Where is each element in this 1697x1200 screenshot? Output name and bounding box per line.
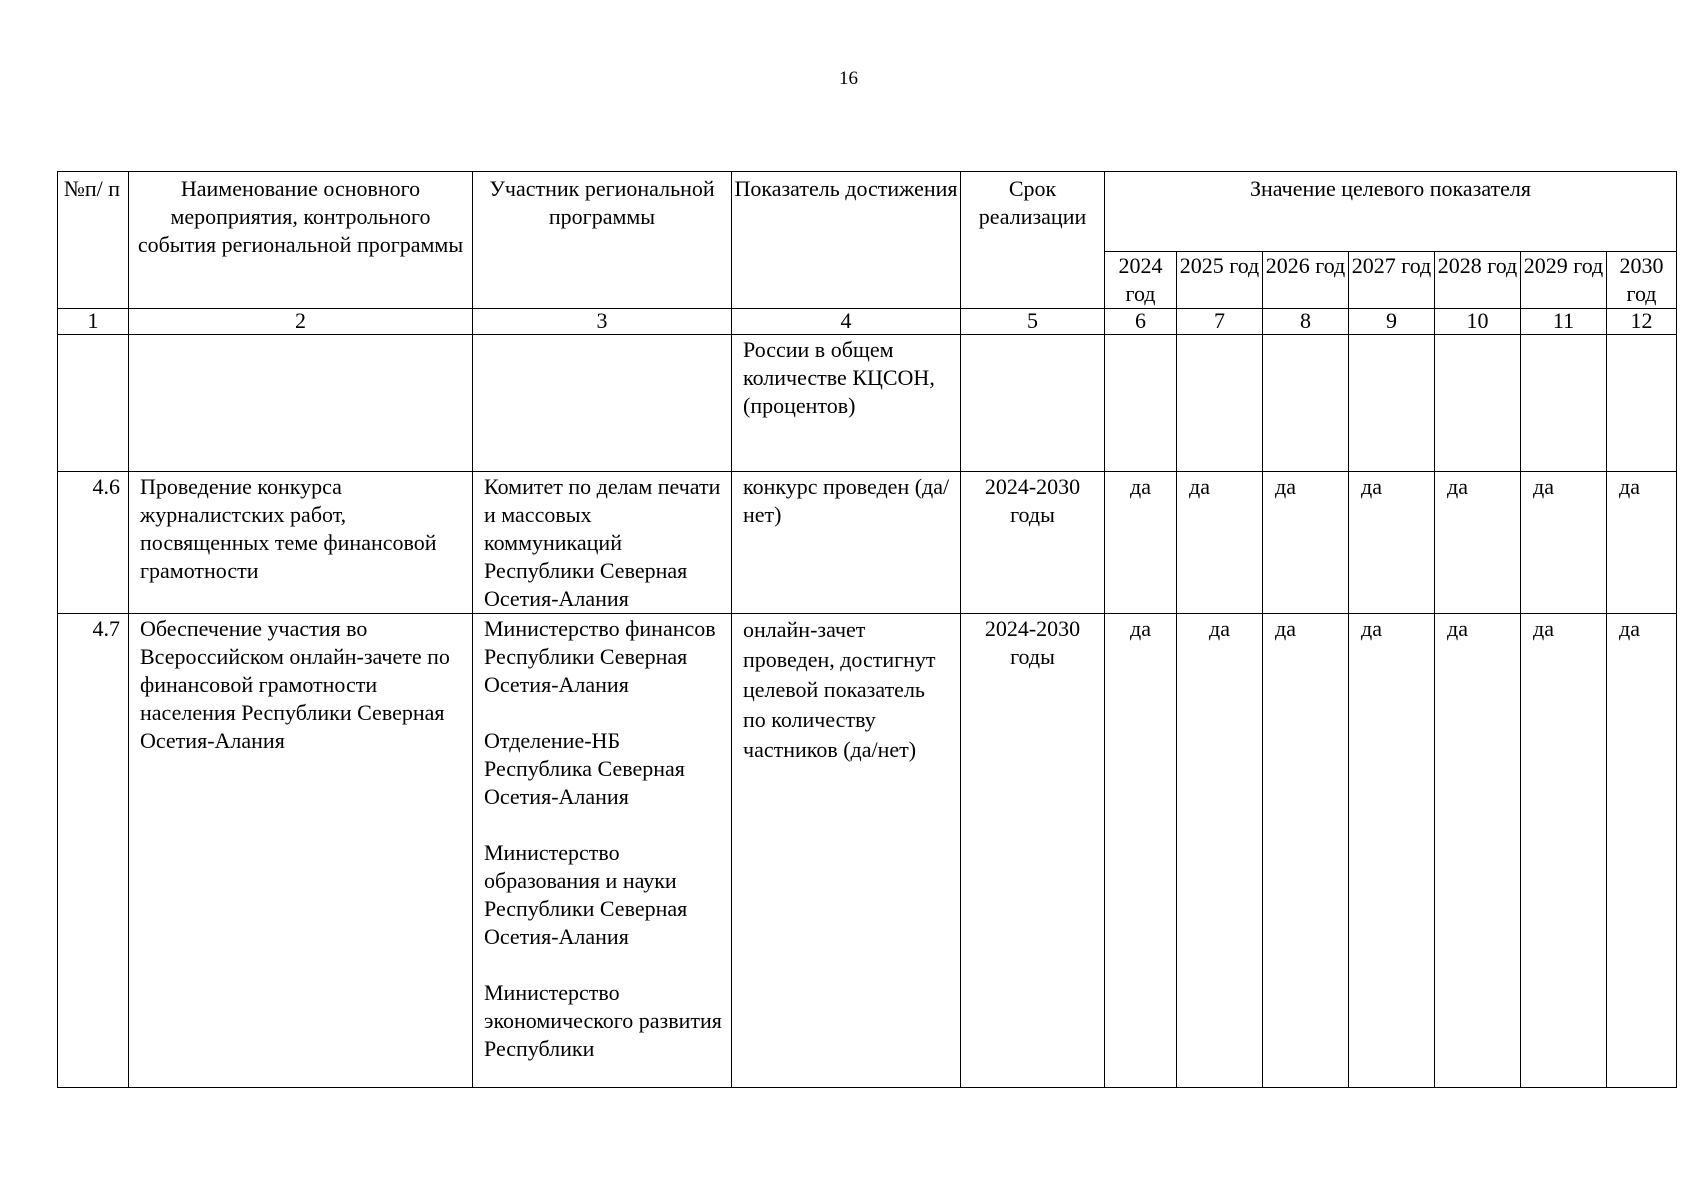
target-value: да (1263, 472, 1349, 614)
indicator: России в общем количестве КЦСОН, (процентов) (732, 335, 961, 472)
indicator: конкурс проведен (да/нет) (732, 472, 961, 614)
header-year: 2024 год (1105, 252, 1177, 309)
target-value (1349, 335, 1435, 472)
table-row (58, 614, 1677, 1088)
header-number: №п/ п (58, 172, 129, 309)
column-number: 5 (961, 309, 1105, 335)
target-value (1105, 335, 1177, 472)
target-value: да (1177, 614, 1263, 1088)
header-row (58, 172, 1677, 252)
participant-item: Комитет по делам печати и массовых коммуникаций Республики Северная Осетия-Алания (484, 474, 721, 611)
column-number: 10 (1435, 309, 1521, 335)
column-number: 9 (1349, 309, 1435, 335)
period: 2024-2030 годы (961, 472, 1105, 614)
target-value: да (1105, 614, 1177, 1088)
column-number: 1 (58, 309, 129, 335)
header-year: 2027 год (1349, 252, 1435, 309)
target-value (1435, 335, 1521, 472)
participant (473, 335, 732, 472)
column-number: 8 (1263, 309, 1349, 335)
header-participant: Участник региональной программы (473, 172, 732, 309)
column-number: 6 (1105, 309, 1177, 335)
target-value: да (1177, 472, 1263, 614)
header-year: 2029 год (1521, 252, 1607, 309)
activities-table (57, 171, 1677, 1088)
row-number: 4.7 (58, 614, 129, 1088)
target-value (1263, 335, 1349, 472)
header-year: 2025 год (1177, 252, 1263, 309)
table-row (58, 472, 1677, 614)
target-value: да (1263, 614, 1349, 1088)
header-period: Срок реализации (961, 172, 1105, 309)
activity-name: Проведение конкурса журналистских работ, посвященных теме финансовой грамотности (129, 472, 473, 614)
header-indicator: Показатель достижения (732, 172, 961, 309)
row-number: 4.6 (58, 472, 129, 614)
indicator: онлайн-зачет проведен, достигнут целевой показатель по количеству частников (да/нет) (732, 614, 961, 1088)
participant-item: Министерство финансов Республики Северная Осетия-Алания (484, 616, 716, 697)
header-activity-name: Наименование основного мероприятия, контрольного события региональной программы (129, 172, 473, 309)
header-target-values: Значение целевого показателя (1105, 172, 1677, 252)
table-row (58, 335, 1677, 472)
row-number (58, 335, 129, 472)
target-value: да (1349, 614, 1435, 1088)
participant-item: Министерство экономического развития Республики (484, 980, 722, 1061)
activity-name (129, 335, 473, 472)
participant (473, 614, 732, 1088)
page-number: 16 (839, 68, 858, 89)
target-value: да (1521, 614, 1607, 1088)
target-value (1607, 335, 1677, 472)
column-number: 2 (129, 309, 473, 335)
target-value (1521, 335, 1607, 472)
target-value: да (1435, 614, 1521, 1088)
header-year: 2028 год (1435, 252, 1521, 309)
period: 2024-2030 годы (961, 614, 1105, 1088)
participant-item: Министерство образования и науки Республики Северная Осетия-Алания (484, 840, 688, 949)
target-value: да (1435, 472, 1521, 614)
header-year: 2030 год (1607, 252, 1677, 309)
column-number: 4 (732, 309, 961, 335)
target-value: да (1607, 614, 1677, 1088)
participant-item: Отделение-НБ Республика Северная Осетия-Алания (484, 728, 685, 809)
target-value (1177, 335, 1263, 472)
column-number: 12 (1607, 309, 1677, 335)
target-value: да (1521, 472, 1607, 614)
header-year: 2026 год (1263, 252, 1349, 309)
participant (473, 472, 732, 614)
column-number: 3 (473, 309, 732, 335)
target-value: да (1607, 472, 1677, 614)
target-value: да (1105, 472, 1177, 614)
column-number: 7 (1177, 309, 1263, 335)
target-value: да (1349, 472, 1435, 614)
column-number-row (58, 309, 1677, 335)
activity-name: Обеспечение участия во Всероссийском онлайн-зачете по финансовой грамотности населения Республики Северная Осетия-Алания (129, 614, 473, 1088)
period (961, 335, 1105, 472)
column-number: 11 (1521, 309, 1607, 335)
